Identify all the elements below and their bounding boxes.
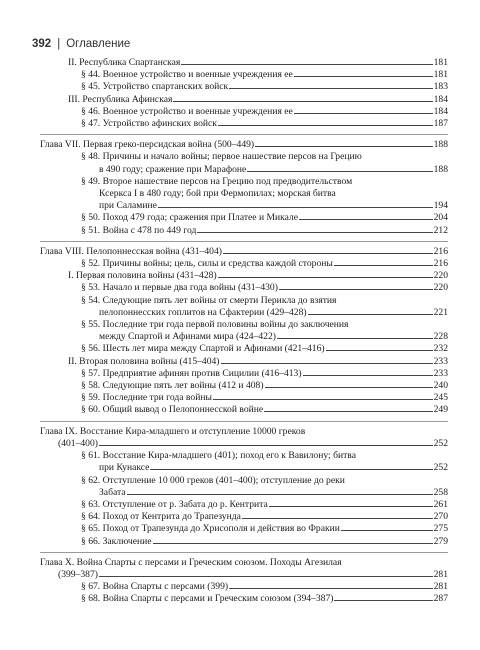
entry-title: § 59. Последние три года войны bbox=[81, 392, 212, 404]
chapter-entry[interactable] bbox=[40, 556, 448, 581]
paragraph-entry[interactable] bbox=[52, 523, 448, 535]
entry-page-number: 184 bbox=[433, 93, 448, 105]
entry-title: § 68. Война Спарты с персами и Греческим союзом (394–387) bbox=[81, 593, 334, 605]
leader-line bbox=[223, 253, 433, 254]
subsection-entry[interactable] bbox=[52, 94, 448, 106]
entry-page-number: 240 bbox=[433, 380, 448, 392]
entry-page-number: 204 bbox=[433, 212, 448, 224]
entry-page-number: 188 bbox=[433, 163, 448, 175]
leader-line bbox=[221, 363, 433, 364]
entry-title: (399–387) bbox=[58, 568, 98, 580]
subsection-entry[interactable] bbox=[52, 356, 448, 368]
leader-line bbox=[334, 265, 433, 266]
entry-page-number: 249 bbox=[433, 404, 448, 416]
chapter-entry[interactable] bbox=[40, 425, 448, 450]
entry-title: § 53. Начало и первые два года войны (431–430) bbox=[81, 282, 278, 294]
paragraph-entry[interactable] bbox=[52, 81, 448, 93]
paragraph-entry[interactable] bbox=[52, 380, 448, 392]
paragraph-entry[interactable] bbox=[52, 258, 448, 270]
section-divider bbox=[40, 241, 448, 242]
leader-line bbox=[294, 113, 433, 114]
paragraph-entry[interactable] bbox=[52, 151, 448, 175]
toc-section bbox=[52, 57, 448, 130]
entry-title: § 65. Поход от Трапезунда до Хрисополя и действия во Фракии bbox=[81, 523, 340, 535]
toc-section bbox=[40, 421, 448, 548]
leader-line bbox=[127, 494, 433, 495]
entry-title: § 49. Второе нашествие персов на Грецию под предводительством bbox=[81, 175, 353, 187]
leader-line bbox=[265, 387, 433, 388]
entry-title: (401–400) bbox=[58, 437, 98, 449]
entry-page-number: 216 bbox=[433, 245, 448, 257]
entry-title: Глава IX. Восстание Кира-младшего и отступление 10000 греков bbox=[40, 425, 306, 437]
entry-page-number: 188 bbox=[433, 139, 448, 151]
paragraph-entry[interactable] bbox=[52, 212, 448, 224]
leader-line bbox=[279, 289, 433, 290]
entry-page-number: 220 bbox=[433, 282, 448, 294]
paragraph-entry[interactable] bbox=[52, 511, 448, 523]
entry-page-number: 212 bbox=[433, 224, 448, 236]
entry-title: § 61. Восстание Кира-младшего (401); поход его к Вавилону; битва bbox=[81, 450, 356, 462]
entry-page-number: 187 bbox=[433, 118, 448, 130]
page-number: 392 bbox=[32, 38, 52, 50]
section-divider bbox=[40, 421, 448, 422]
entry-page-number: 233 bbox=[433, 367, 448, 379]
entry-page-number: 194 bbox=[433, 200, 448, 212]
running-header bbox=[32, 38, 130, 50]
entry-title: § 44. Военное устройство и военные учреждения ее bbox=[81, 69, 293, 81]
entry-title: § 67. Война Спарты с персами (399) bbox=[81, 581, 229, 593]
section-divider bbox=[40, 134, 448, 135]
paragraph-entry[interactable] bbox=[52, 475, 448, 499]
leader-line bbox=[153, 543, 433, 544]
leader-line bbox=[269, 506, 433, 507]
entry-page-number: 184 bbox=[433, 105, 448, 117]
leader-line bbox=[247, 171, 432, 172]
paragraph-entry[interactable] bbox=[52, 450, 448, 474]
chapter-entry[interactable] bbox=[40, 139, 448, 151]
leader-line bbox=[173, 101, 432, 102]
entry-title: Глава VII. Первая греко-персидская война (500–449) bbox=[40, 139, 255, 151]
entry-title: § 57. Предприятие афинян против Сицилии (416–413) bbox=[81, 367, 302, 379]
header-separator: | bbox=[57, 38, 61, 50]
paragraph-entry[interactable] bbox=[52, 343, 448, 355]
entry-page-number: 183 bbox=[433, 81, 448, 93]
paragraph-entry[interactable] bbox=[52, 499, 448, 511]
entry-page-number: 221 bbox=[433, 306, 448, 318]
paragraph-entry[interactable] bbox=[52, 536, 448, 548]
leader-line bbox=[229, 588, 433, 589]
entry-title: § 48. Причины и начало войны; первое нашествие персов на Грецию bbox=[81, 151, 362, 163]
leader-line bbox=[181, 64, 432, 65]
entry-page-number: 216 bbox=[433, 258, 448, 270]
entry-title: при Кунаксе bbox=[99, 462, 150, 474]
entry-title: пелопоннесских гоплитов на Сфактерии (429–428) bbox=[99, 306, 307, 318]
entry-page-number: 228 bbox=[433, 331, 448, 343]
toc-section bbox=[40, 552, 448, 606]
entry-title: Забата bbox=[99, 486, 126, 498]
entry-title: § 60. Общий вывод о Пелопоннесской войне bbox=[81, 404, 264, 416]
entry-title: между Спартой и Афинами мира (424–422) bbox=[99, 331, 276, 343]
paragraph-entry[interactable] bbox=[52, 593, 448, 605]
entry-title: § 52. Причины войны; цель, силы и средства каждой стороны bbox=[81, 258, 333, 270]
subsection-entry[interactable] bbox=[52, 270, 448, 282]
entry-page-number: 232 bbox=[433, 343, 448, 355]
entry-title: § 46. Военное устройство и военные учреждения ее bbox=[81, 105, 293, 117]
entry-title: Глава VIII. Пелопоннесская война (431–404) bbox=[40, 245, 222, 257]
entry-title: § 62. Отступление 10 000 греков (401–400); отступление до реки bbox=[81, 474, 345, 486]
entry-page-number: 220 bbox=[433, 270, 448, 282]
paragraph-entry[interactable] bbox=[52, 404, 448, 416]
entry-title: § 56. Шесть лет мира между Спартой и Афинами (421–416) bbox=[81, 343, 325, 355]
paragraph-entry[interactable] bbox=[52, 392, 448, 404]
header-title: Оглавление bbox=[66, 38, 131, 50]
leader-line bbox=[303, 375, 433, 376]
entry-title: § 55. Последние три года первой половины войны до заключения bbox=[81, 319, 349, 331]
entry-title: I. Первая половина войны (431–428) bbox=[68, 270, 217, 282]
paragraph-entry[interactable] bbox=[52, 106, 448, 118]
entry-page-number: 181 bbox=[433, 69, 448, 81]
toc-section bbox=[40, 134, 448, 237]
leader-line bbox=[294, 76, 433, 77]
entry-page-number: 252 bbox=[433, 462, 448, 474]
entry-title: § 45. Устройство спартанских войск bbox=[81, 81, 229, 93]
entry-title: в 490 году; сражение при Марафоне bbox=[99, 163, 247, 175]
paragraph-entry[interactable] bbox=[52, 176, 448, 213]
leader-line bbox=[334, 600, 432, 601]
leader-line bbox=[218, 125, 433, 126]
subsection-entry[interactable] bbox=[52, 57, 448, 69]
entry-title: § 50. Поход 479 года; сражения при Платее и Микале bbox=[81, 212, 299, 224]
paragraph-entry[interactable] bbox=[52, 225, 448, 237]
paragraph-entry[interactable] bbox=[52, 581, 448, 593]
entry-title: Ксеркса I в 480 году; бой при Фермопилах; морская битва bbox=[99, 188, 336, 200]
leader-line bbox=[99, 576, 433, 577]
leader-line bbox=[150, 469, 432, 470]
paragraph-entry[interactable] bbox=[52, 118, 448, 130]
entry-page-number: 181 bbox=[433, 57, 448, 68]
entry-page-number: 245 bbox=[433, 392, 448, 404]
entry-title: § 66. Заключение bbox=[81, 535, 152, 547]
entry-title: § 54. Следующие пять лет войны от смерти Перикла до взятия bbox=[81, 294, 337, 306]
entry-page-number: 281 bbox=[433, 581, 448, 593]
entry-title: § 64. Поход от Кентрита до Трапезунда bbox=[81, 511, 241, 523]
paragraph-entry[interactable] bbox=[52, 295, 448, 319]
entry-title: § 58. Следующие пять лет войны (412 и 408) bbox=[81, 380, 264, 392]
paragraph-entry[interactable] bbox=[52, 368, 448, 380]
leader-line bbox=[308, 314, 433, 315]
paragraph-entry[interactable] bbox=[52, 69, 448, 81]
leader-line bbox=[264, 411, 432, 412]
leader-line bbox=[277, 338, 433, 339]
leader-line bbox=[341, 530, 433, 531]
leader-line bbox=[213, 399, 433, 400]
leader-line bbox=[99, 445, 433, 446]
entry-page-number: 279 bbox=[433, 535, 448, 547]
entry-title: при Саламине bbox=[99, 200, 157, 212]
entry-page-number: 275 bbox=[433, 523, 448, 535]
entry-title: § 63. Отступление от р. Забата до р. Кентрита bbox=[81, 498, 268, 510]
leader-line bbox=[255, 146, 432, 147]
leader-line bbox=[197, 232, 432, 233]
entry-title: Глава X. Война Спарты с персами и Греческим союзом. Походы Агезилая bbox=[40, 556, 342, 568]
leader-line bbox=[299, 219, 433, 220]
toc-section bbox=[40, 241, 448, 417]
entry-page-number: 261 bbox=[433, 498, 448, 510]
entry-page-number: 281 bbox=[433, 568, 448, 580]
entry-title: § 51. Война с 478 по 449 год bbox=[81, 224, 197, 236]
entry-page-number: 258 bbox=[433, 486, 448, 498]
leader-line bbox=[242, 518, 433, 519]
entry-page-number: 287 bbox=[433, 593, 448, 605]
chapter-entry[interactable] bbox=[40, 245, 448, 258]
paragraph-entry[interactable] bbox=[52, 319, 448, 343]
leader-line bbox=[158, 207, 433, 208]
paragraph-entry[interactable] bbox=[52, 282, 448, 294]
entry-title: II. Республика Спартанская bbox=[68, 57, 181, 68]
entry-title: § 47. Устройство афинских войск bbox=[81, 118, 217, 130]
entry-page-number: 252 bbox=[433, 437, 448, 449]
entry-title: II. Вторая половина войны (415–404) bbox=[68, 355, 220, 367]
entry-page-number: 233 bbox=[433, 355, 448, 367]
leader-line bbox=[326, 350, 433, 351]
section-divider bbox=[40, 552, 448, 553]
leader-line bbox=[229, 88, 432, 89]
entry-title: III. Республика Афинская bbox=[68, 93, 173, 105]
leader-line bbox=[218, 277, 433, 278]
table-of-contents bbox=[40, 57, 448, 606]
entry-page-number: 270 bbox=[433, 511, 448, 523]
